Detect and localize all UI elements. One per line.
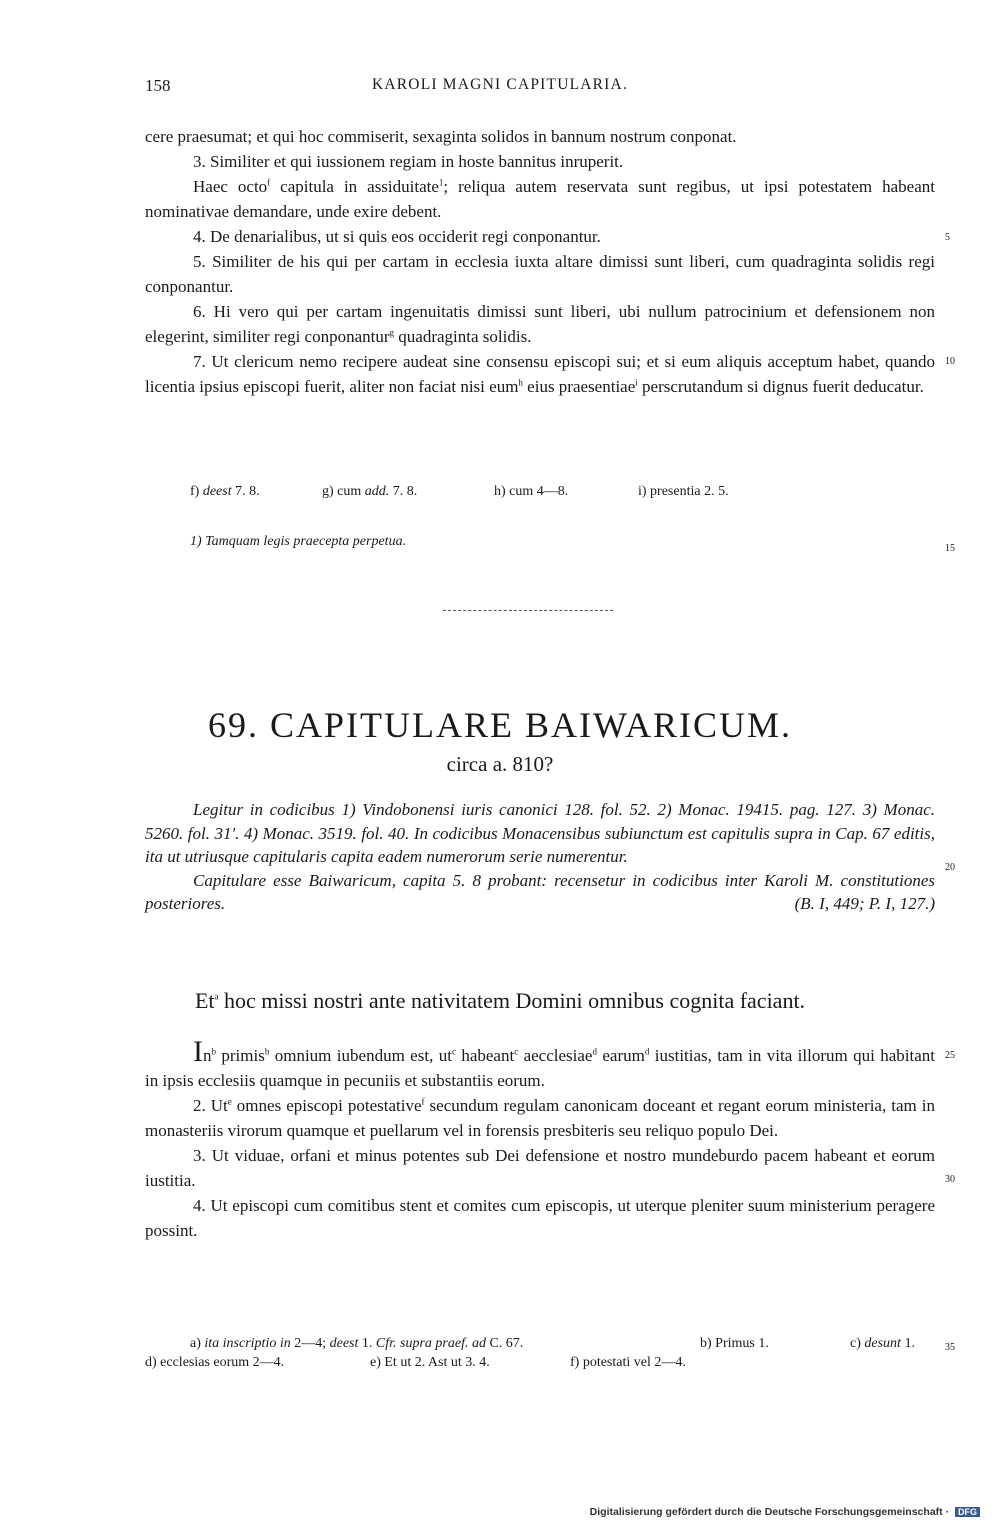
- chapter-title: 69. CAPITULARE BAIWARICUM.: [207, 705, 792, 745]
- line-number: 30: [945, 1174, 955, 1185]
- paragraph: 6. Hi vero qui per cartam ingenuitatis dimissi sunt liberi, ubi nullum patrocinium et defensionem non elegerint, similiter regi conponantur$^g$ quadraginta solidis.: [145, 302, 935, 346]
- footnote-f: f) deest 7. 8.: [190, 484, 260, 499]
- paragraph: 5. Similiter de his qui per cartam in ecclesia iuxta altare dimissi sunt liberi, cum quadraginta solidis regi conponantur.: [145, 252, 935, 296]
- line-number: 25: [945, 1050, 955, 1061]
- chapter-date: circa a. 810?: [446, 752, 554, 776]
- paragraph: Haec octo$^f$ capitula in assiduitate$^1$; reliqua autem reservata sunt regibus, ut ipsi potestatem habeant nominativae demandare, unde exire debent.: [145, 177, 935, 221]
- footnote-b: b) Primus 1.: [700, 1336, 769, 1351]
- paragraph: 7. Ut clericum nemo recipere audeat sine consensu episcopi sui; et si eum aliquis acceptum habet, quando licentia ipsius episcopi fuerit, aliter non faciat nisi eum$^h$ eius praesentiae$^i$ perscrutandum si dignus fuerit deducatur.: [145, 352, 935, 396]
- section-heading: Et$^a$ hoc missi nostri ante nativitatem Domini omnibus cognita faciant.: [194, 988, 806, 1013]
- line-number: 20: [945, 862, 955, 873]
- top-body-text: [145, 124, 935, 399]
- main-body-text: [145, 1035, 935, 1243]
- digitization-credit: [590, 1506, 980, 1518]
- paragraph: In$^b$ primis$^b$ omnium iubendum est, $ut^c$ habeant$^c$ aecclesiae$^d$ earum$^d$ iustitias, tam in vita illorum qui habitant in ipsis ecclesiis quamque in pecuniis et substantiis eorum.: [145, 1035, 935, 1090]
- paragraph: 3. Ut viduae, orfani et minus potentes sub Dei defensione et nostro mundeburdo pacem habeant et eorum iustitia.: [145, 1146, 935, 1190]
- dfg-logo: DFG: [955, 1507, 980, 1517]
- footnote-c: c) desunt 1.: [850, 1336, 915, 1351]
- footnote-g: g) cum add. 7. 8.: [322, 484, 418, 499]
- footnote-1: 1) Tamquam legis praecepta perpetua.: [190, 534, 407, 549]
- source-reference: (B. I, 449; P. I, 127.): [794, 894, 935, 913]
- paragraph: 4. Ut episcopi cum comitibus stent et comites cum episcopis, ut uterque pleniter suum ministerium peragere possint.: [145, 1196, 935, 1240]
- paragraph: 3. Similiter et qui iussionem regiam in hoste bannitus inruperit.: [193, 152, 624, 171]
- intro-paragraph: Legitur in codicibus 1) Vindobonensi iuris canonici 128. fol. 52. 2) Monac. 19415. pag. 127. 3) Monac. 5260. fol. 31'. 4) Monac. 3519. fol. 40. In codicibus Monacensibus subiunctum est capitulis supra in Cap. 67 editis, ita ut utriusque capitularis capita eadem numerorum serie numerentur.: [145, 800, 935, 866]
- running-title: KAROLI MAGNI CAPITULARIA.: [371, 76, 629, 93]
- section-separator: [443, 610, 613, 612]
- intro-paragraph: Capitulare esse Baiwaricum, capita 5. 8 probant: recensetur in codicibus inter Karoli M. constitutiones posteriores. (B. I, 449; P. I, 127.): [145, 869, 935, 916]
- paragraph: 4. De denarialibus, ut si quis eos occiderit regi conponantur.: [193, 227, 601, 246]
- chapter-intro: [145, 798, 935, 916]
- line-number: 5: [945, 232, 950, 243]
- footnote-f-bottom: f) potestati vel 2—4.: [570, 1355, 686, 1370]
- credit-text: Digitalisierung gefördert durch die Deutsche Forschungsgemeinschaft: [589, 1506, 943, 1518]
- line-number: 10: [945, 356, 955, 367]
- footnote-a: a) ita inscriptio in 2—4; deest 1. Cfr. supra praef. ad C. 67.: [190, 1336, 524, 1351]
- initial-letter: I: [193, 1035, 203, 1068]
- paragraph: 2. Ut$^e$ omnes episcopi potestative$^f$ secundum regulam canonicam doceant et regant eorum ministeria, tam in monasteriis virorum quamque et puellarum vel in forensis presbiteris seu reliquo populo Dei.: [145, 1096, 935, 1140]
- line-number: 15: [945, 543, 955, 554]
- page-number: 158: [145, 76, 171, 95]
- footnote-d: d) ecclesias eorum 2—4.: [145, 1355, 285, 1370]
- separator: ·: [945, 1506, 950, 1518]
- line-number: 35: [945, 1342, 955, 1353]
- paragraph: cere praesumat; et qui hoc commiserit, sexaginta solidos in bannum nostrum conponat.: [145, 127, 737, 146]
- footnote-i: i) presentia 2. 5.: [638, 484, 729, 499]
- footnote-e: e) Et ut 2. Ast ut 3. 4.: [370, 1355, 490, 1370]
- footnote-h: h) cum 4—8.: [494, 484, 569, 499]
